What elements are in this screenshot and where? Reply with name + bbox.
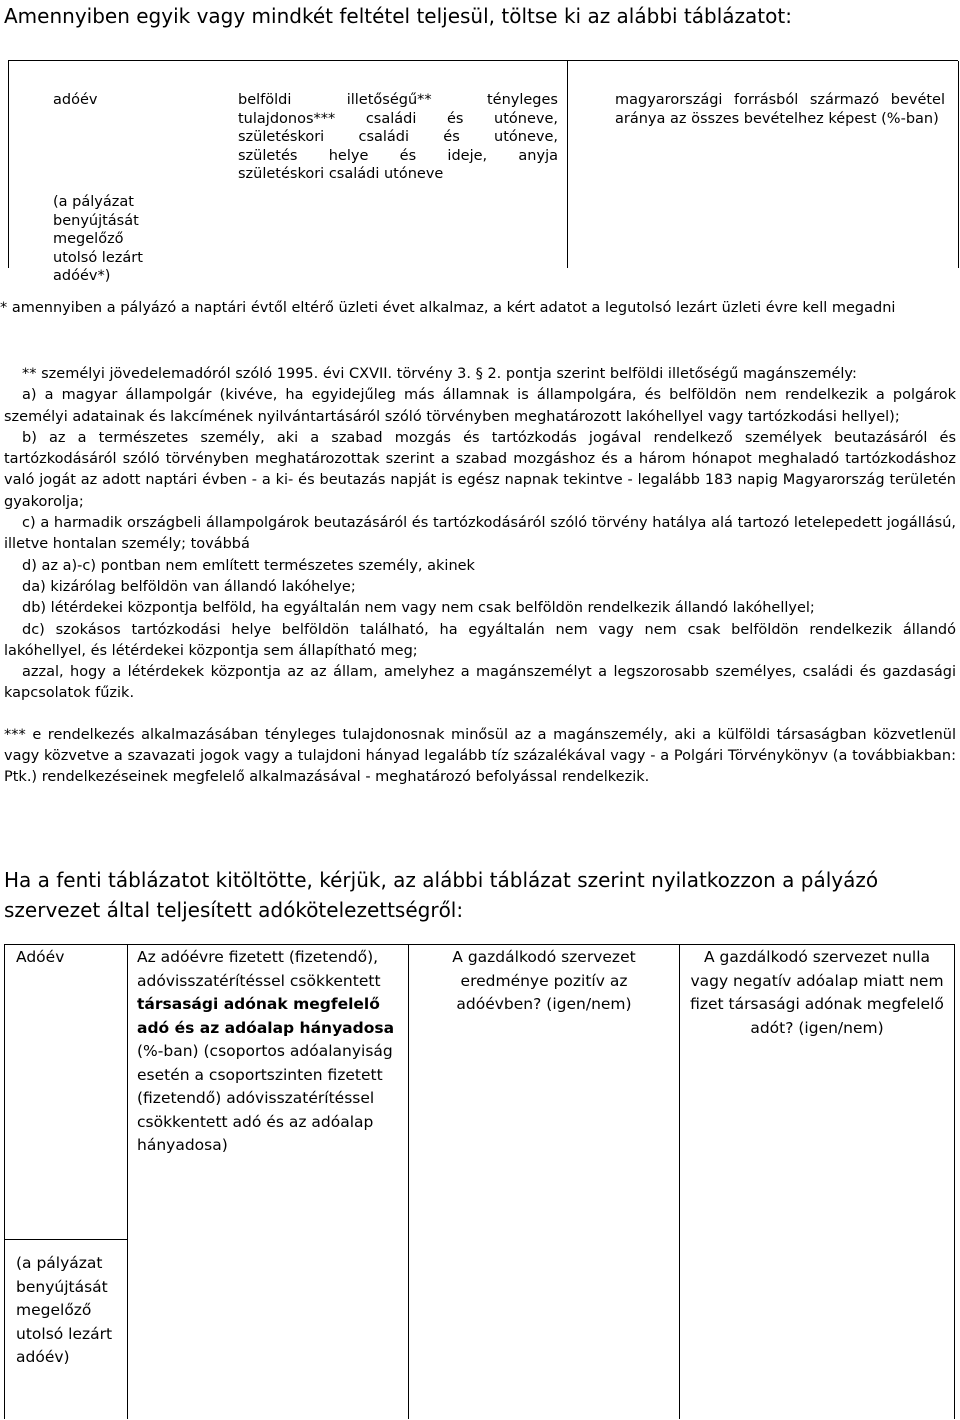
header-owner-data — [238, 91, 558, 184]
table-border — [4, 944, 5, 1419]
header-tax-year: adóév — [53, 92, 98, 108]
header-zero-tax-base: A gazdálkodó szervezet nulla vagy negatív adóalap miatt nem fizet társasági adónak megfelelő adót? (igen/nem) — [690, 948, 944, 1037]
header-tax-ratio — [137, 946, 402, 1158]
header-owner-line: belföldi illetőségű** tényleges — [238, 92, 558, 108]
section-heading: Ha a fenti táblázatot kitöltötte, kérjük, az alábbi táblázat szerint nyilatkozzon a pályázó szervezet által teljesített adókötelezettségről: — [4, 868, 879, 922]
header-owner-line: születéskori családi és utóneve, — [238, 129, 558, 145]
table-border — [4, 944, 955, 945]
table-border — [408, 944, 409, 1419]
residency-point-d: d) az a)-c) pontban nem említett természetes személy, akinek — [22, 557, 475, 574]
residency-point-a: a) a magyar állampolgár (kivéve, ha egyidejűleg más államnak is állampolgára, és belföldön nem rendelkezik a polgárok személyi adatainak és lakcímének nyilvántartásáról szóló törvényben meghatározott lakóhellyel vagy tartózkodási hellyel); — [4, 387, 956, 425]
table-border — [8, 61, 9, 268]
row-tax-year-label: (a pályázat benyújtását megelőző utolsó lezárt adóév) — [16, 1254, 113, 1366]
tax-obligation-table — [4, 944, 955, 1419]
header-tax-ratio-post: (%-ban) (csoportos adóalanyiság esetén a csoportszinten fizetett (fizetendő) adóvisszatérítéssel csökkentett adó és az adóalap hányadosa) — [137, 1042, 393, 1154]
header-tax-ratio-pre: Az adóévre fizetett (fizetendő), adóvisszatérítéssel csökkentett — [137, 948, 381, 990]
beneficial-owner-table — [0, 60, 958, 349]
residency-point-db: db) létérdekei központja belföld, ha egyáltalán nem vagy nem csak belföldön rendelkezik állandó lakóhellyel; — [22, 600, 815, 617]
residency-point-c: c) a harmadik országbeli állampolgárok beutazásáról és tartózkodásáról szóló törvény hatálya alá tartozó letelepedett jogállású, illetve hontalan személy; továbbá — [4, 515, 956, 553]
header-revenue-ratio: magyarországi forrásból származó bevétel aránya az összes bevételhez képest (%-ban) — [615, 92, 945, 127]
header-owner-line: születés helye és ideje, anyja — [238, 147, 558, 164]
header-owner-line: tulajdonos*** családi és utóneve, — [238, 110, 558, 127]
residency-point-dc: dc) szokásos tartózkodási helye belföldön található, ha egyáltalán nem vagy nem csak belföldön rendelkezik állandó lakóhellyel, és létérdekei központja sem állapítható meg; — [4, 621, 956, 659]
header-tax-ratio-bold: társasági adónak megfelelő adó és az adóalap hányadosa — [137, 995, 395, 1037]
residency-intro: ** személyi jövedelemadóról szóló 1995. évi CXVII. törvény 3. § 2. pontja szerint belföldi illetőségű magánszemély: — [22, 366, 857, 382]
header-owner-line: születéskori családi utóneve — [238, 166, 444, 182]
header-tax-year-note: (a pályázat benyújtását megelőző utolsó lezárt adóév*) — [53, 194, 143, 284]
page-title: Amennyiben egyik vagy mindkét feltétel teljesül, töltse ki az alábbi táblázatot: — [4, 4, 792, 28]
table-border — [958, 61, 959, 268]
header-tax-year: Adóév — [16, 948, 65, 966]
table-border — [567, 61, 568, 268]
table-border — [954, 944, 955, 1419]
table-border — [127, 944, 128, 1419]
table-border — [679, 944, 680, 1419]
residency-point-b: b) az a természetes személy, aki a szabad mozgás és tartózkodás jogával rendelkező személyek beutazásáról és tartózkodásáról szóló törvényben meghatározottak szerint a szabad mozgáshoz és a három hónapot meghaladó tartózkodáshoz való jogát az adott naptári évben - a ki- és beutazás napját is egész napnak tekintve - legalább 183 napig Magyarország területén gyakorolja; — [4, 429, 956, 510]
footnote-business-year: * amennyiben a pályázó a naptári évtől eltérő üzleti évet alkalmaz, a kért adatot a legutolsó lezárt üzleti évre kell megadni — [0, 300, 896, 316]
footnote-residency — [4, 364, 956, 789]
header-positive-result: A gazdálkodó szervezet eredménye pozitív az adóévben? (igen/nem) — [452, 948, 636, 1013]
residency-closing: azzal, hogy a létérdekek központja az az állam, amelyhez a magánszemélyt a legszorosabb személyes, családi és gazdasági kapcsolatok fűzik. — [4, 664, 956, 702]
table-border — [4, 1239, 127, 1240]
residency-point-da: da) kizárólag belföldön van állandó lakóhelye; — [22, 578, 356, 595]
footnote-beneficial-owner: *** e rendelkezés alkalmazásában tényleges tulajdonosnak minősül az a magánszemély, aki a külföldi társaságban közvetlenül vagy közvetve a szavazati jogok vagy a tulajdoni hányad legalább tíz százalékával vagy - a Polgári Törvénykönyv (a továbbiakban: Ptk.) rendelkezéseinek megfelelő alkalmazásával - meghatározó befolyással rendelkezik. — [4, 726, 956, 786]
